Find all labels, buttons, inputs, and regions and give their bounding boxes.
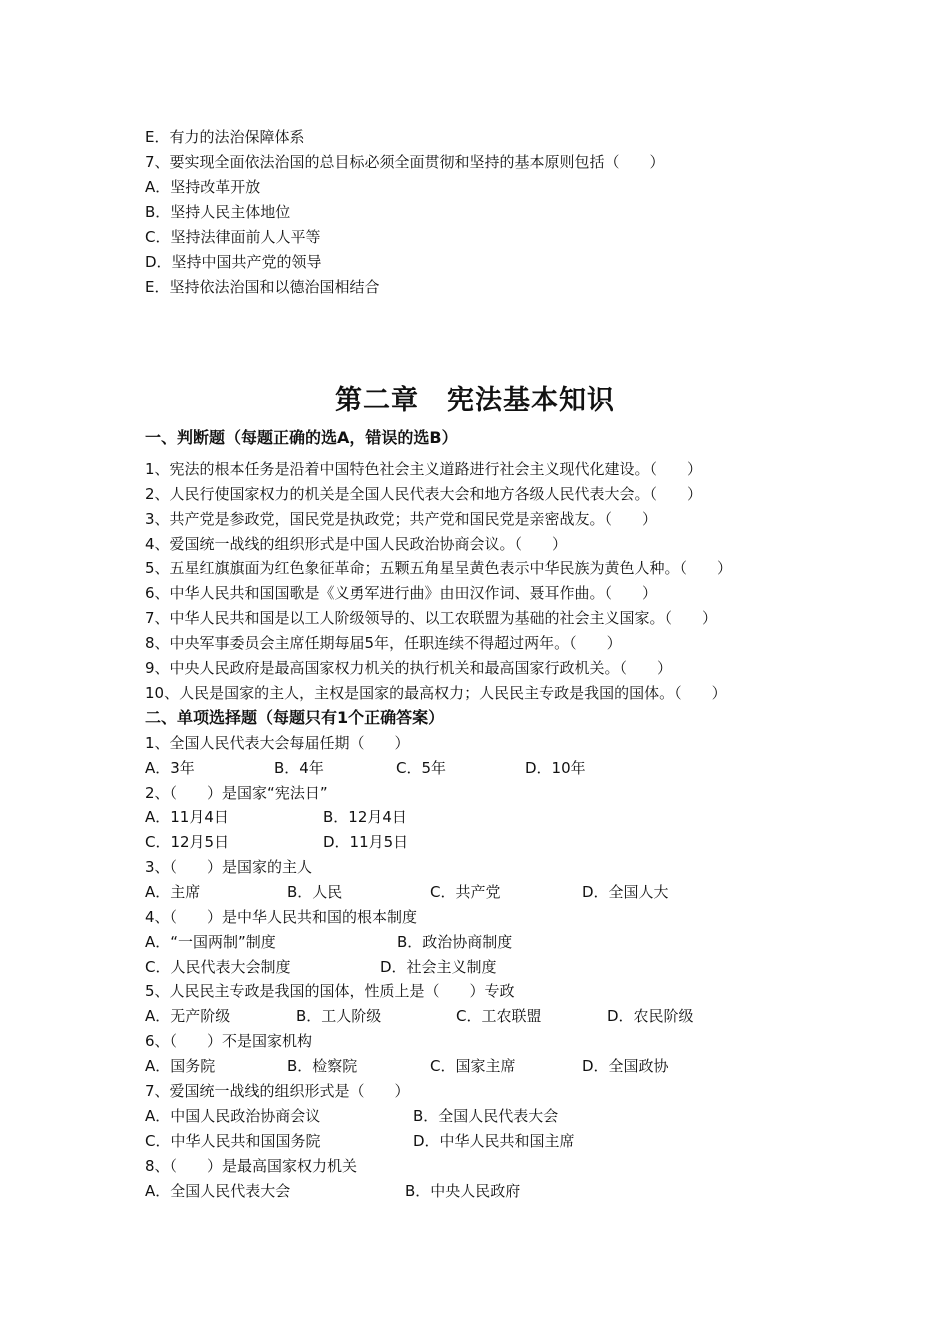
tf-item-6: 6、中华人民共和国国歌是《义勇军进行曲》由田汉作词、聂耳作曲。（ ） (145, 584, 658, 602)
mc-q5-option-b: B．工人阶级 (296, 1007, 382, 1025)
mc-q1-option-a: A．3年 (145, 759, 195, 777)
prev-q7-option-e: E．坚持依法治国和以德治国相结合 (145, 278, 380, 296)
mc-q5-option-c: C．工农联盟 (456, 1007, 542, 1025)
mc-question-3: 3、（ ）是国家的主人 (145, 858, 313, 876)
mc-question-6: 6、（ ）不是国家机构 (145, 1032, 313, 1050)
mc-q2-option-c: C．12月5日 (145, 833, 230, 851)
mc-q6-option-b: B．检察院 (287, 1057, 358, 1075)
mc-q4-option-d: D．社会主义制度 (380, 958, 497, 976)
mc-q7-option-c: C．中华人民共和国国务院 (145, 1132, 321, 1150)
mc-q2-option-d: D．11月5日 (323, 833, 409, 851)
prev-q7-option-d: D．坚持中国共产党的领导 (145, 253, 322, 271)
mc-q5-option-d: D．农民阶级 (607, 1007, 694, 1025)
mc-q4-option-a: A．“一国两制”制度 (145, 933, 276, 951)
tf-item-10: 10、人民是国家的主人，主权是国家的最高权力；人民民主专政是我国的国体。（ ） (145, 684, 727, 702)
mc-q4-option-c: C．人民代表大会制度 (145, 958, 291, 976)
mc-q3-option-d: D．全国人大 (582, 883, 669, 901)
tf-item-1: 1、宪法的根本任务是沿着中国特色社会主义道路进行社会主义现代化建设。（ ） (145, 460, 703, 478)
tf-item-2: 2、人民行使国家权力的机关是全国人民代表大会和地方各级人民代表大会。（ ） (145, 485, 703, 503)
chapter-title: 第二章 宪法基本知识 (335, 385, 615, 416)
mc-q2-option-b: B．12月4日 (323, 808, 407, 826)
tf-item-4: 4、爱国统一战线的组织形式是中国人民政治协商会议。（ ） (145, 535, 568, 553)
mc-q6-option-a: A．国务院 (145, 1057, 216, 1075)
tf-item-7: 7、中华人民共和国是以工人阶级领导的、以工农联盟为基础的社会主义国家。（ ） (145, 609, 718, 627)
mc-q4-option-b: B．政治协商制度 (397, 933, 513, 951)
mc-q8-option-a: A．全国人民代表大会 (145, 1182, 291, 1200)
mc-question-5: 5、人民民主专政是我国的国体，性质上是（ ）专政 (145, 982, 515, 1000)
tf-item-3: 3、共产党是参政党，国民党是执政党；共产党和国民党是亲密战友。（ ） (145, 510, 658, 528)
section-heading-single-choice: 二、单项选择题（每题只有1个正确答案） (145, 708, 445, 727)
prev-q7-option-b: B．坚持人民主体地位 (145, 203, 291, 221)
mc-q7-option-d: D．中华人民共和国主席 (413, 1132, 575, 1150)
mc-q1-option-b: B．4年 (274, 759, 324, 777)
mc-q7-option-a: A．中国人民政治协商会议 (145, 1107, 321, 1125)
mc-q3-option-b: B．人民 (287, 883, 343, 901)
mc-question-7: 7、爱国统一战线的组织形式是（ ） (145, 1082, 410, 1100)
tf-item-9: 9、中央人民政府是最高国家权力机关的执行机关和最高国家行政机关。（ ） (145, 659, 673, 677)
mc-question-8: 8、（ ）是最高国家权力机关 (145, 1157, 358, 1175)
mc-q6-option-d: D．全国政协 (582, 1057, 669, 1075)
mc-q8-option-b: B．中央人民政府 (405, 1182, 521, 1200)
mc-q7-option-b: B．全国人民代表大会 (413, 1107, 559, 1125)
mc-question-2: 2、（ ）是国家“宪法日” (145, 784, 328, 802)
mc-q3-option-a: A．主席 (145, 883, 201, 901)
mc-q5-option-a: A．无产阶级 (145, 1007, 231, 1025)
mc-q1-option-c: C．5年 (396, 759, 447, 777)
mc-question-4: 4、（ ）是中华人民共和国的根本制度 (145, 908, 418, 926)
mc-q6-option-c: C．国家主席 (430, 1057, 516, 1075)
tf-item-5: 5、五星红旗旗面为红色象征革命；五颗五角星呈黄色表示中华民族为黄色人种。（ ） (145, 559, 733, 577)
prev-option-e: E．有力的法治保障体系 (145, 128, 305, 146)
mc-question-1: 1、全国人民代表大会每届任期（ ） (145, 734, 410, 752)
prev-question-7: 7、要实现全面依法治国的总目标必须全面贯彻和坚持的基本原则包括（ ） (145, 153, 665, 171)
prev-q7-option-c: C．坚持法律面前人人平等 (145, 228, 321, 246)
mc-q1-option-d: D．10年 (525, 759, 586, 777)
prev-q7-option-a: A．坚持改革开放 (145, 178, 261, 196)
mc-q3-option-c: C．共产党 (430, 883, 501, 901)
mc-q2-option-a: A．11月4日 (145, 808, 229, 826)
tf-item-8: 8、中央军事委员会主席任期每届5年，任职连续不得超过两年。（ ） (145, 634, 622, 652)
section-heading-true-false: 一、判断题（每题正确的选A，错误的选B） (145, 428, 458, 447)
